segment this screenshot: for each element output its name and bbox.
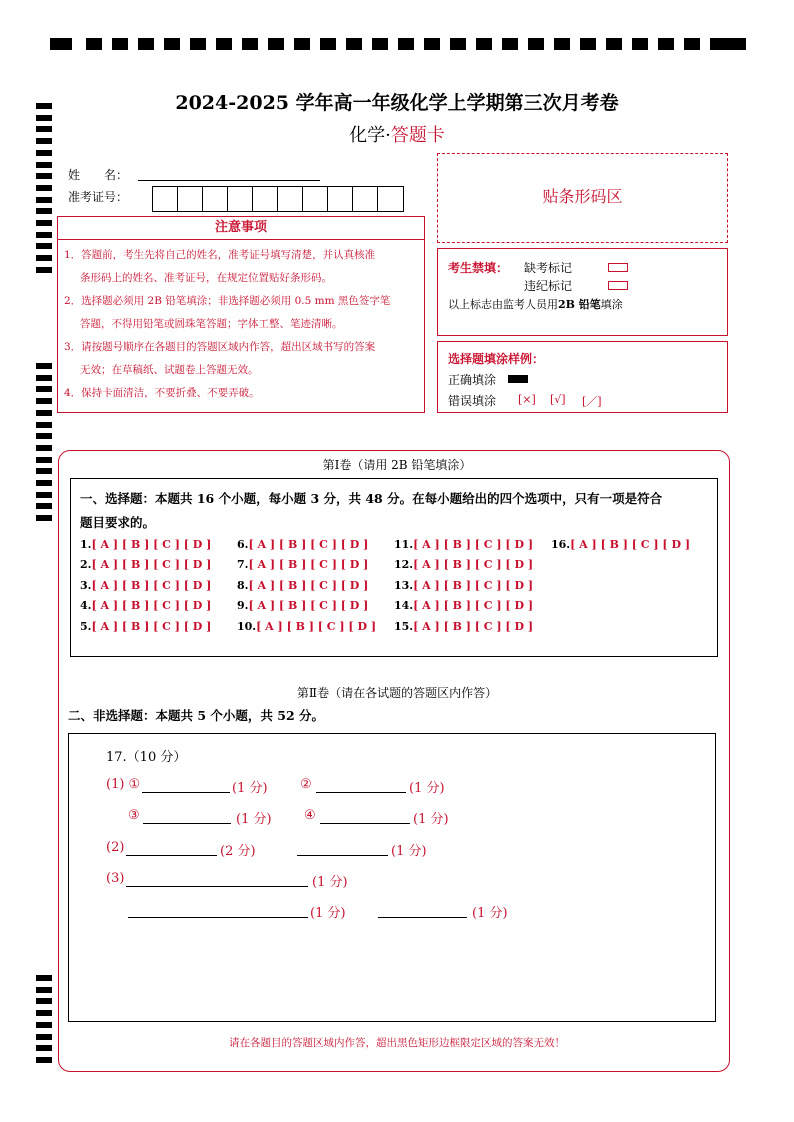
mc-question-2[interactable] — [80, 558, 211, 571]
timing-mark — [36, 267, 52, 273]
mc-options[interactable]: [ A ] [ B ] [ C ] [ D ] — [413, 538, 534, 551]
q17-2-label: (2) — [106, 840, 125, 855]
mc-question-number: 4. — [80, 599, 92, 612]
absent-label: 缺考标记 — [524, 261, 573, 275]
notice-item: 无效；在草稿纸、试题卷上答题无效。 — [80, 364, 259, 376]
timing-mark — [36, 185, 52, 191]
mc-question-15[interactable] — [394, 620, 533, 633]
mc-question-number: 2. — [80, 558, 92, 571]
mc-options[interactable]: [ A ] [ B ] [ C ] [ D ] — [413, 558, 534, 571]
wrong-fill-sample: [√] — [550, 393, 566, 406]
mc-question-10[interactable] — [237, 620, 376, 633]
notice-item: 2．选择题必须用 2B 铅笔填涂；非选择题必须用 0.5 mm 黑色签字笔 — [64, 295, 391, 307]
mc-options[interactable]: [ A ] [ B ] [ C ] [ D ] — [256, 620, 377, 633]
notice-title: 注意事项 — [58, 217, 424, 240]
q17-2-blank-a[interactable] — [126, 855, 217, 856]
timing-mark — [36, 433, 52, 439]
q17-1-3-label: ③ — [128, 808, 140, 823]
timing-mark — [36, 1022, 52, 1028]
q17-1-2-blank[interactable] — [316, 792, 406, 793]
score-label: (1 分) — [312, 875, 348, 890]
score-label: (1 分) — [310, 906, 346, 921]
part2-instruction: 二、非选择题：本题共 5 个小题，共 52 分。 — [68, 708, 325, 723]
score-label: (1 分) — [472, 906, 508, 921]
q17-1-2-label: ② — [300, 777, 312, 792]
q17-3-blank-a[interactable] — [126, 886, 308, 887]
id-label: 准考证号： — [68, 190, 129, 204]
mc-options[interactable]: [ A ] [ B ] [ C ] [ D ] — [248, 579, 369, 592]
correct-fill-label: 正确填涂 — [448, 373, 497, 387]
mc-question-13[interactable] — [394, 579, 533, 592]
subtitle-prefix: 化学· — [349, 125, 391, 146]
score-label: (1 分) — [236, 812, 272, 827]
mc-question-3[interactable] — [80, 579, 211, 592]
part1-instruction: 一、选择题：本题共 16 个小题，每小题 3 分，共 48 分。在每小题给出的四个选项中，只有一项是符合 — [80, 491, 663, 506]
timing-mark — [36, 386, 52, 392]
q17-1-4-blank[interactable] — [320, 823, 410, 824]
mc-question-number: 1. — [80, 538, 92, 551]
name-field[interactable] — [138, 180, 320, 181]
mc-question-number: 9. — [237, 599, 249, 612]
score-label: (1 分) — [391, 844, 427, 859]
q17-1-1-label: (1) ① — [106, 777, 141, 792]
timing-mark — [36, 1010, 52, 1016]
notice-item: 4．保持卡面清洁，不要折叠、不要弄破。 — [64, 387, 260, 399]
q17-1-1-blank[interactable] — [142, 792, 230, 793]
notice-item: 答题，不得用铅笔或圆珠笔答题；字体工整、笔迹清晰。 — [80, 318, 343, 330]
mc-question-number: 13. — [394, 579, 414, 592]
timing-mark — [36, 173, 52, 179]
mc-question-number: 8. — [237, 579, 249, 592]
q17-title: 17.（10 分） — [106, 750, 187, 765]
timing-mark — [36, 1057, 52, 1063]
timing-mark — [36, 162, 52, 168]
timing-mark — [36, 445, 52, 451]
mc-options[interactable]: [ A ] [ B ] [ C ] [ D ] — [248, 558, 369, 571]
mc-options[interactable]: [ A ] [ B ] [ C ] [ D ] — [91, 558, 212, 571]
timing-mark — [36, 422, 52, 428]
timing-mark — [36, 975, 52, 981]
mc-options[interactable]: [ A ] [ B ] [ C ] [ D ] — [413, 620, 534, 633]
notice-item: 条形码上的姓名、准考证号，在规定位置贴好条形码。 — [80, 272, 332, 284]
mc-question-5[interactable] — [80, 620, 211, 633]
part1-instruction-cont: 题目要求的。 — [80, 515, 156, 530]
mc-question-9[interactable] — [237, 599, 368, 612]
correct-fill-sample — [508, 375, 528, 383]
absent-mark-box[interactable] — [608, 263, 628, 272]
score-label: (1 分) — [232, 781, 268, 796]
timing-mark — [36, 398, 52, 404]
mc-options[interactable]: [ A ] [ B ] [ C ] [ D ] — [91, 599, 212, 612]
q17-3-blank-c[interactable] — [378, 917, 467, 918]
mc-question-number: 7. — [237, 558, 249, 571]
mc-question-8[interactable] — [237, 579, 368, 592]
part2-header: 第Ⅱ卷（请在各试题的答题区内作答） — [296, 686, 498, 700]
mc-options[interactable]: [ A ] [ B ] [ C ] [ D ] — [91, 620, 212, 633]
mc-question-16[interactable] — [551, 538, 690, 551]
exam-id-boxes[interactable] — [152, 186, 404, 212]
mc-question-number: 12. — [394, 558, 414, 571]
violation-mark-box[interactable] — [608, 281, 628, 290]
name-label: 姓 名： — [68, 168, 129, 182]
top-timing-marks — [50, 38, 746, 50]
timing-mark — [36, 410, 52, 416]
score-label: (2 分) — [220, 844, 256, 859]
wrong-fill-sample: [／] — [582, 395, 602, 408]
mc-question-14[interactable] — [394, 599, 533, 612]
forbid-note: 以上标志由监考人员用2B 铅笔填涂 — [448, 298, 623, 311]
timing-mark — [36, 220, 52, 226]
mc-question-number: 16. — [551, 538, 571, 551]
mc-options[interactable]: [ A ] [ B ] [ C ] [ D ] — [413, 579, 534, 592]
notice-item: 1．答题前，考生先将自己的姓名，准考证号填写清楚，并认真核准 — [64, 249, 376, 261]
mc-question-number: 15. — [394, 620, 414, 633]
mc-question-number: 3. — [80, 579, 92, 592]
mc-question-4[interactable] — [80, 599, 211, 612]
mc-question-7[interactable] — [237, 558, 368, 571]
q17-answer-box — [68, 733, 716, 1022]
timing-mark — [36, 243, 52, 249]
part1-header: 第Ⅰ卷（请用 2B 铅笔填涂） — [322, 458, 472, 472]
q17-3-blank-b[interactable] — [128, 917, 308, 918]
mc-question-number: 5. — [80, 620, 92, 633]
timing-mark — [36, 503, 52, 509]
violation-label: 违纪标记 — [524, 279, 573, 293]
q17-3-label: (3) — [106, 871, 125, 886]
mc-question-1[interactable] — [80, 538, 211, 551]
timing-mark — [36, 515, 52, 521]
timing-mark — [36, 987, 52, 993]
mc-options[interactable]: [ A ] [ B ] [ C ] [ D ] — [248, 538, 369, 551]
barcode-area[interactable]: 贴条形码区 — [437, 153, 728, 243]
q17-1-3-blank[interactable] — [143, 823, 231, 824]
timing-mark — [36, 480, 52, 486]
timing-mark — [36, 197, 52, 203]
mc-question-11[interactable] — [394, 538, 533, 551]
mc-options[interactable]: [ A ] [ B ] [ C ] [ D ] — [91, 538, 212, 551]
fill-example-box — [437, 341, 728, 413]
mc-question-number: 10. — [237, 620, 257, 633]
page-title: 2024-2025 学年高一年级化学上学期第三次月考卷 — [175, 92, 619, 114]
timing-mark — [36, 492, 52, 498]
timing-mark — [36, 232, 52, 238]
wrong-fill-label: 错误填涂 — [448, 394, 497, 408]
q17-2-blank-b[interactable] — [297, 855, 388, 856]
timing-mark — [36, 375, 52, 381]
mc-question-12[interactable] — [394, 558, 533, 571]
timing-mark — [36, 115, 52, 121]
timing-mark — [36, 150, 52, 156]
q17-1-4-label: ④ — [304, 808, 316, 823]
mc-options[interactable]: [ A ] [ B ] [ C ] [ D ] — [248, 599, 369, 612]
timing-mark — [36, 208, 52, 214]
mc-question-number: 14. — [394, 599, 414, 612]
wrong-fill-sample: [×] — [518, 393, 536, 406]
forbid-title: 考生禁填： — [448, 261, 509, 275]
timing-mark — [36, 255, 52, 261]
mc-question-number: 6. — [237, 538, 249, 551]
mc-question-6[interactable] — [237, 538, 368, 551]
subtitle-suffix: 答题卡 — [390, 125, 445, 146]
timing-mark — [36, 363, 52, 369]
mc-options[interactable]: [ A ] [ B ] [ C ] [ D ] — [91, 579, 212, 592]
notice-item: 3．请按题号顺序在各题目的答题区域内作答，超出区域书写的答案 — [64, 341, 376, 353]
timing-mark — [36, 998, 52, 1004]
score-label: (1 分) — [409, 781, 445, 796]
notice-box — [57, 216, 425, 413]
mc-question-number: 11. — [394, 538, 414, 551]
score-label: (1 分) — [413, 812, 449, 827]
page-subtitle — [0, 121, 794, 147]
fill-example-title: 选择题填涂样例： — [448, 352, 545, 366]
proctor-only-box — [437, 248, 728, 336]
mc-options[interactable]: [ A ] [ B ] [ C ] [ D ] — [570, 538, 691, 551]
footer-warning: 请在各题目的答题区域内作答，超出黑色矩形边框限定区域的答案无效！ — [229, 1037, 565, 1049]
mc-options[interactable]: [ A ] [ B ] [ C ] [ D ] — [413, 599, 534, 612]
